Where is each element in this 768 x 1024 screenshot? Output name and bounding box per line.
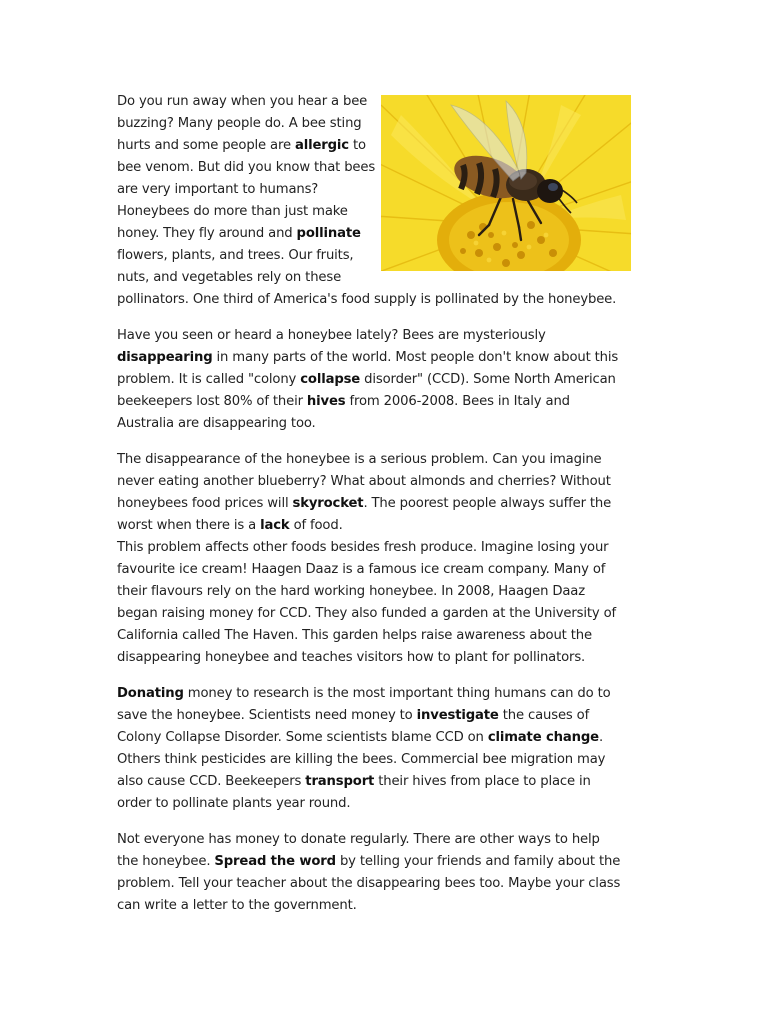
vocab-climate-change: climate change <box>487 730 599 745</box>
text-run: Have you seen or heard a honeybee lately? Bees are mysteriously <box>117 328 546 343</box>
paragraph-2 <box>117 325 622 435</box>
vocab-spread-the-word: Spread the word <box>214 854 336 869</box>
vocab-transport: transport <box>305 774 375 789</box>
vocab-disappearing: disappearing <box>117 350 213 365</box>
text-run: of food. <box>289 518 343 533</box>
text-run: to bee venom. But did you know that bees are very important to humans? Honeybees do more than just make honey. They fly around and <box>117 138 376 241</box>
vocab-skyrocket: skyrocket <box>292 496 364 511</box>
text-run: in many parts of the world. Most people don't know about this problem. It is called "colony <box>117 350 619 387</box>
text-run: . The poorest people always suffer the worst when there is a <box>117 496 612 533</box>
vocab-collapse: collapse <box>300 372 361 387</box>
vocab-lack: lack <box>260 518 290 533</box>
text-run: flowers, plants, and trees. Our fruits, nuts, and vegetables rely on these pollinators. One third of America's food supply is pollinated by the honeybee. <box>117 248 617 307</box>
text-run: disorder" (CCD). Some North American beekeepers lost 80% of their <box>117 372 616 409</box>
article-body <box>117 91 622 917</box>
paragraph-4 <box>117 537 622 669</box>
text-run: their hives from place to place in order to pollinate plants year round. <box>117 774 591 811</box>
text-run: the causes of Colony Collapse Disorder. Some scientists blame CCD on <box>117 708 590 745</box>
vocab-allergic: allergic <box>294 138 349 153</box>
text-run: Not everyone has money to donate regularly. There are other ways to help the honeybee. <box>117 832 600 869</box>
text-run: This problem affects other foods besides fresh produce. Imagine losing your favourite ice cream! Haagen Daaz is a famous ice cream company. Many of their flavours rely on the hard working honeybee. In 2008, Haagen Daaz began raising money for CCD. They also funded a garden at the University of California called The Haven. This garden helps raise awareness about the disappearing honeybee and teaches visitors how to plant for pollinators. <box>117 540 616 665</box>
vocab-investigate: investigate <box>416 708 499 723</box>
text-run: by telling your friends and family about the problem. Tell your teacher about the disappearing bees too. Maybe your class can write a letter to the government. <box>117 854 621 913</box>
text-run: . Others think pesticides are killing the bees. Commercial bee migration may also cause CCD. Beekeepers <box>117 730 606 789</box>
text-run: Do you run away when you hear a bee buzzing? Many people do. A bee sting hurts and some people are <box>117 94 368 153</box>
bee-on-flower-image <box>381 95 631 271</box>
text-run: from 2006-2008. Bees in Italy and Australia are disappearing too. <box>117 394 570 431</box>
vocab-pollinate: pollinate <box>296 226 361 241</box>
paragraph-3 <box>117 449 622 537</box>
vocab-donating: Donating <box>117 686 184 701</box>
text-run: The disappearance of the honeybee is a serious problem. Can you imagine never eating another blueberry? What about almonds and cherries? Without honeybees food prices will <box>117 452 611 511</box>
vocab-hives: hives <box>306 394 346 409</box>
text-run: money to research is the most important thing humans can do to save the honeybee. Scientists need money to <box>117 686 611 723</box>
paragraph-5 <box>117 683 622 815</box>
paragraph-6 <box>117 829 622 917</box>
